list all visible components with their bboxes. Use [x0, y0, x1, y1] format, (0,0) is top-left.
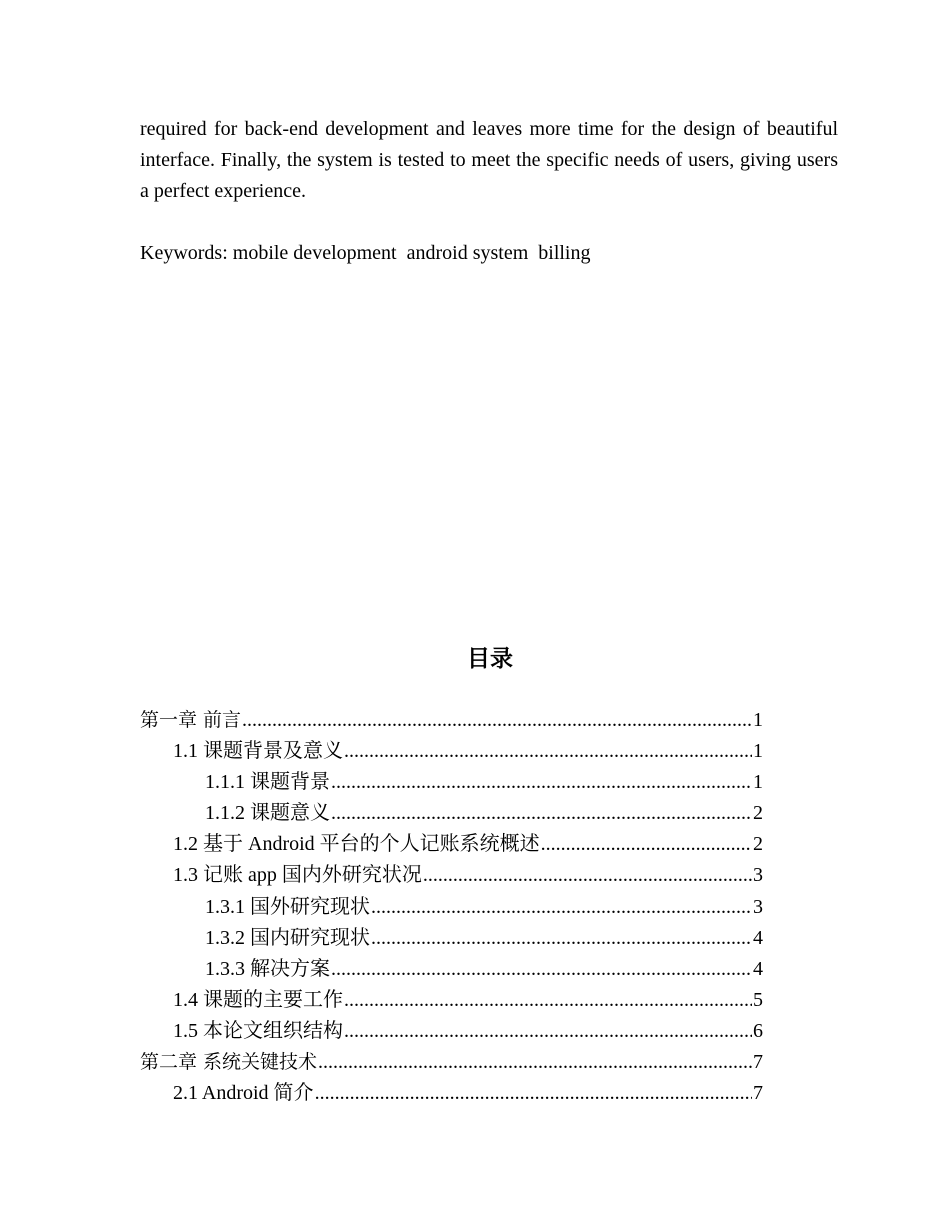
abstract-continuation: required for back-end development and leaves more time for the design of beautiful interface. Finally, the system is tested to meet the specific needs of users, giving users a perfect experience.: [140, 118, 838, 202]
toc-entry[interactable]: [140, 1047, 763, 1078]
toc-entry-label: 1.3.1 国外研究现状: [205, 895, 370, 918]
toc-entry-label: 1.3.3 解决方案: [205, 957, 330, 980]
toc-leader-dots: [344, 736, 752, 767]
toc-entry[interactable]: [140, 1078, 763, 1109]
toc-entry-page: 7: [753, 1051, 763, 1074]
toc-leader-dots: [318, 1047, 752, 1078]
toc-entry-page: 1: [753, 709, 763, 731]
toc-leader-dots: [344, 985, 752, 1016]
keywords-line: Keywords: mobile development android system billing: [140, 242, 591, 264]
toc-entry-page: 7: [753, 1082, 763, 1105]
toc-leader-dots: [315, 1078, 752, 1109]
toc-entry-page: 2: [753, 802, 763, 825]
toc-leader-dots: [344, 1016, 752, 1047]
toc-leader-dots: [371, 923, 752, 954]
toc-entry-label: 第一章 前言: [140, 709, 242, 731]
toc-title: 目录: [467, 646, 513, 672]
toc-entry-label: 1.4 课题的主要工作: [173, 988, 343, 1011]
toc-leader-dots: [331, 954, 752, 985]
toc-leader-dots: [541, 829, 752, 860]
toc-entry[interactable]: [140, 829, 763, 860]
toc-entry[interactable]: [140, 923, 763, 954]
toc-entry-label: 1.1.2 课题意义: [205, 802, 330, 825]
toc-entry[interactable]: [140, 985, 763, 1016]
toc-entry-page: 2: [753, 833, 763, 856]
toc-entry[interactable]: [140, 1016, 763, 1047]
toc-entry[interactable]: [140, 954, 763, 985]
toc-entry-page: 6: [753, 1019, 763, 1042]
toc-entry[interactable]: [140, 705, 763, 736]
toc-leader-dots: [331, 798, 752, 829]
toc-entry[interactable]: [140, 798, 763, 829]
toc-entry[interactable]: [140, 892, 763, 923]
toc-entry-page: 3: [753, 895, 763, 918]
toc-entry-label: 2.1 Android 简介: [173, 1082, 314, 1105]
toc-leader-dots: [242, 705, 752, 736]
toc-entry[interactable]: [140, 767, 763, 798]
toc-entry-page: 4: [753, 957, 763, 980]
toc-entry-label: 1.3 记账 app 国内外研究状况: [173, 864, 422, 887]
toc-entry-label: 1.1 课题背景及意义: [173, 740, 343, 763]
table-of-contents: [140, 705, 763, 1109]
toc-entry-label: 1.5 本论文组织结构: [173, 1019, 343, 1042]
toc-entry-label: 1.2 基于 Android 平台的个人记账系统概述: [173, 833, 540, 856]
toc-entry-label: 第二章 系统关键技术: [140, 1051, 318, 1074]
toc-entry-page: 1: [753, 771, 763, 794]
toc-leader-dots: [371, 892, 752, 923]
toc-entry[interactable]: [140, 860, 763, 891]
toc-entry-page: 4: [753, 926, 763, 949]
toc-entry-page: 3: [753, 864, 763, 887]
toc-entry-label: 1.1.1 课题背景: [205, 771, 330, 794]
toc-entry[interactable]: [140, 736, 763, 767]
toc-leader-dots: [331, 767, 752, 798]
toc-entry-page: 5: [753, 988, 763, 1011]
toc-leader-dots: [423, 860, 752, 891]
toc-entry-page: 1: [753, 740, 763, 763]
toc-entry-label: 1.3.2 国内研究现状: [205, 926, 370, 949]
